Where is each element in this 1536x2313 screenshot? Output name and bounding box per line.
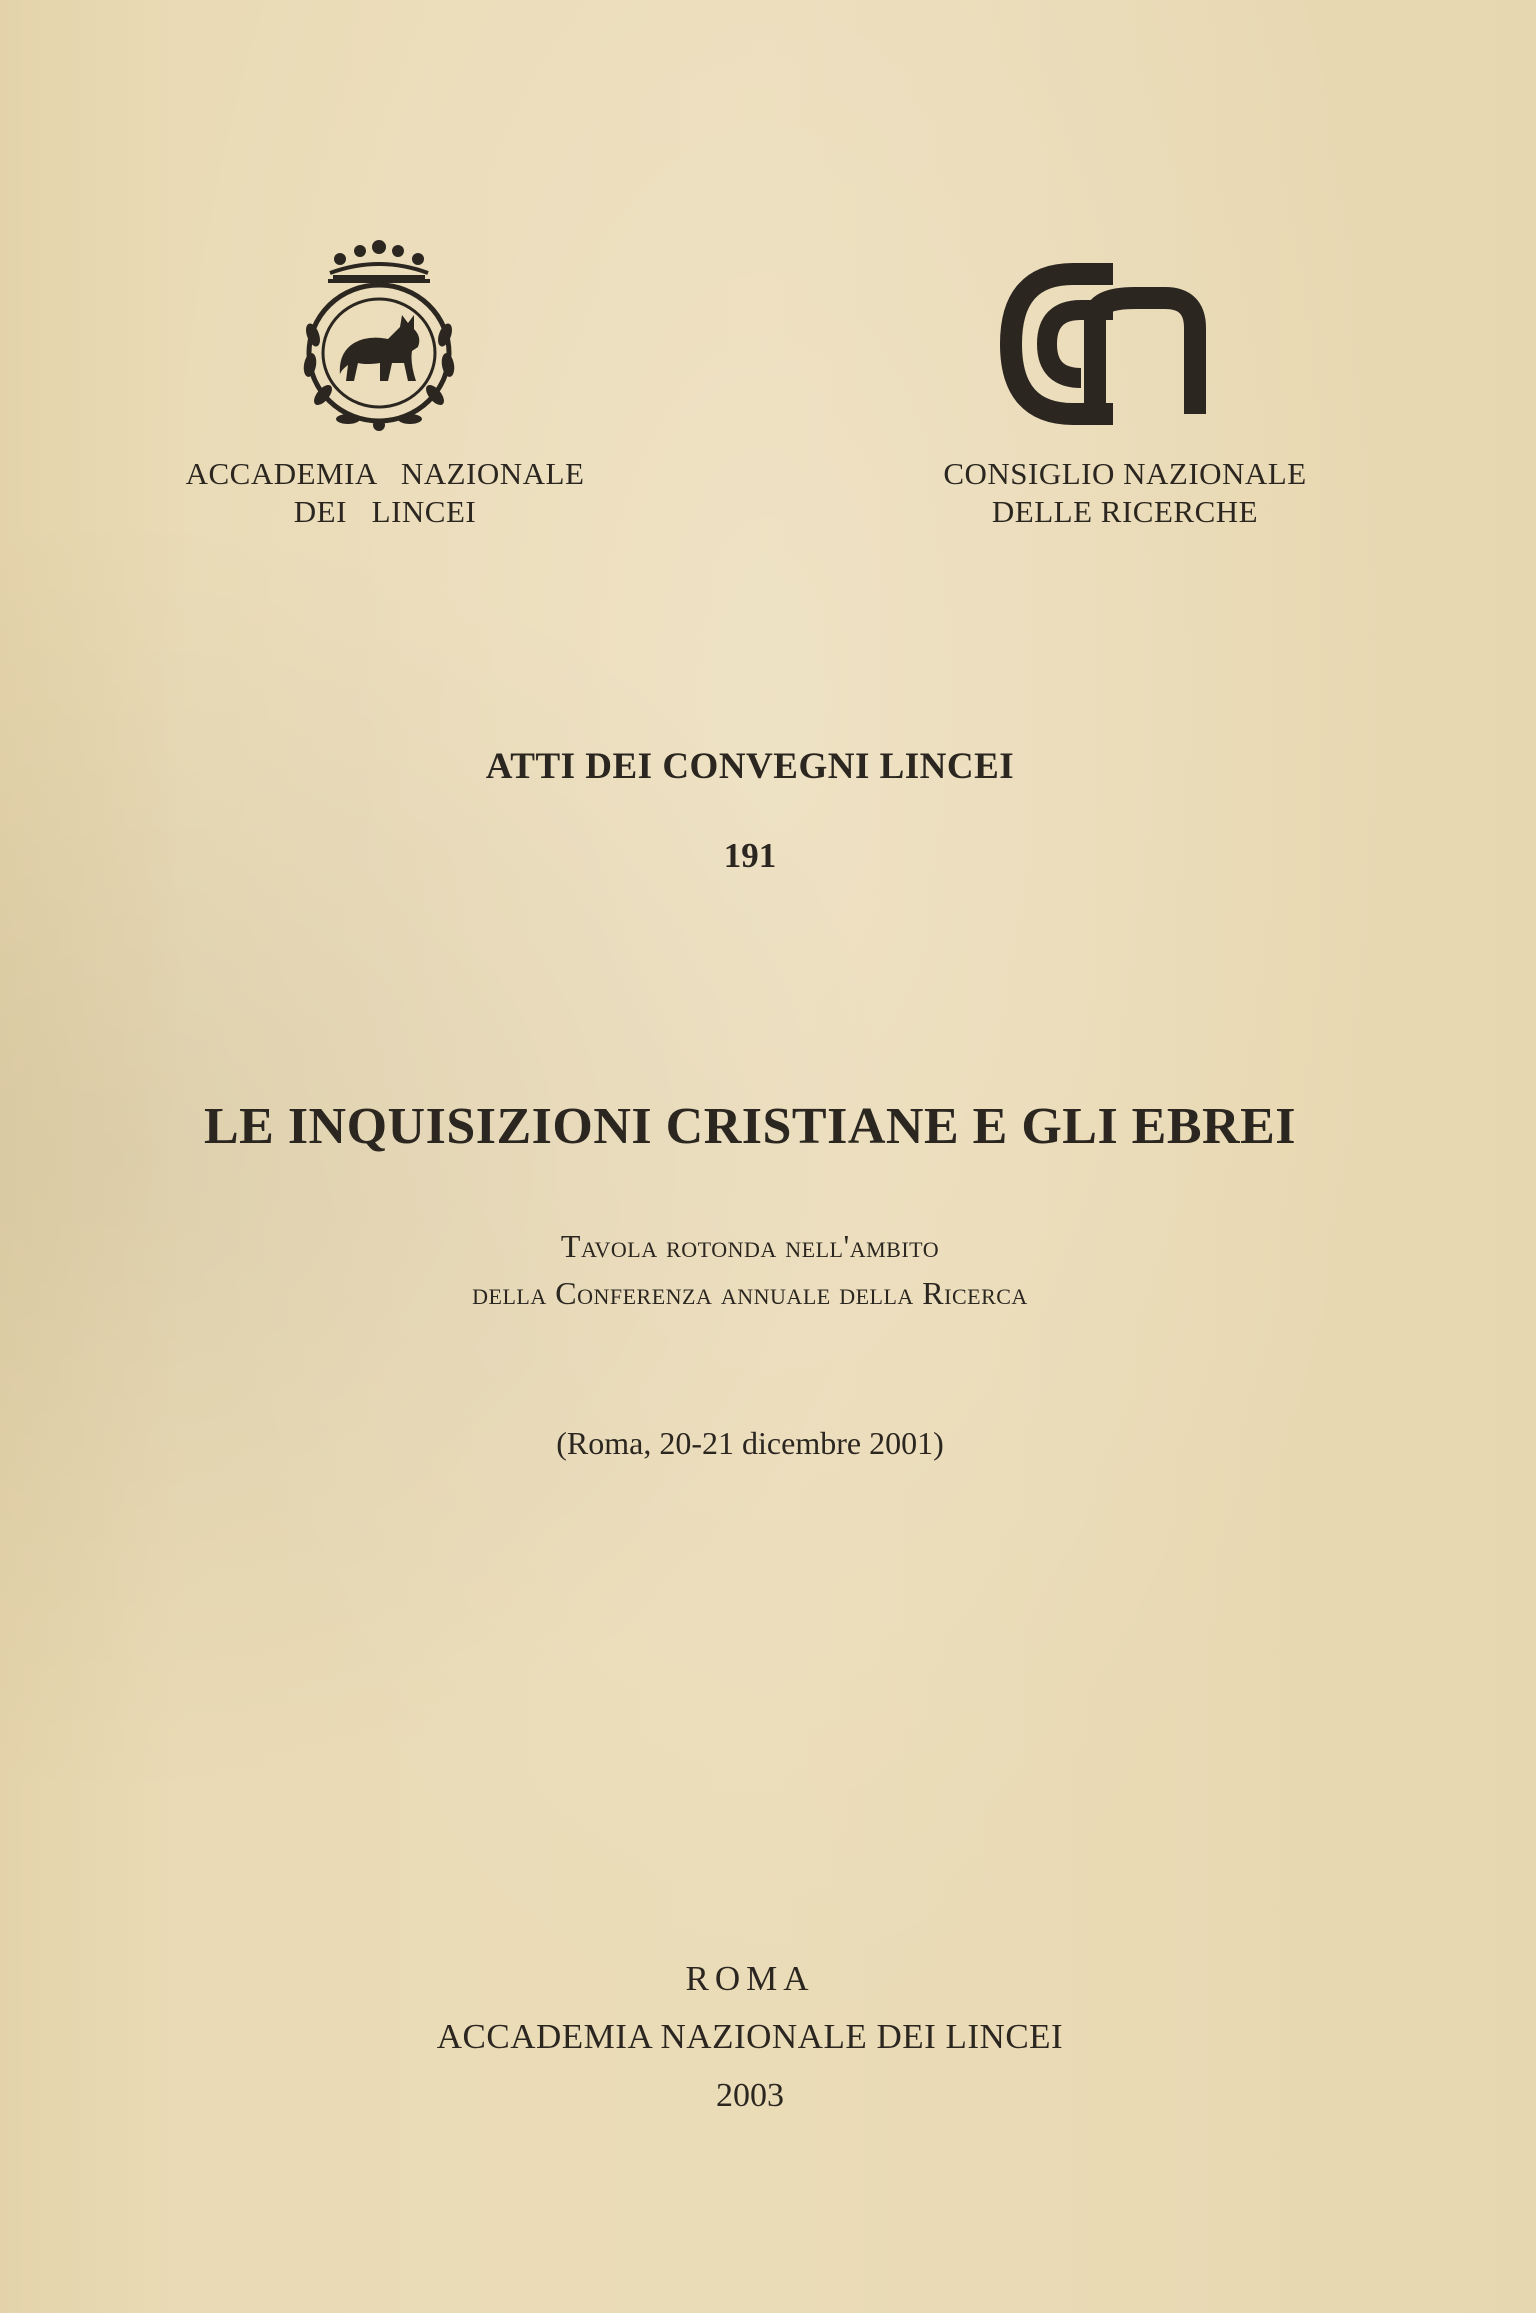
- institution-name-lincei: [160, 455, 610, 531]
- series-number: 191: [723, 836, 777, 875]
- accademia-lincei-lynx-crest-icon: [288, 235, 470, 435]
- book-title: LE INQUISIZIONI CRISTIANE E GLI EBREI: [203, 1098, 1297, 1155]
- series-title: ATTI DEI CONVEGNI LINCEI: [485, 746, 1015, 787]
- institution-name-line: DEI LINCEI: [293, 494, 477, 529]
- institution-name-line: ACCADEMIA NAZIONALE: [185, 456, 585, 491]
- cnr-logo-icon: [995, 258, 1215, 430]
- book-subtitle-line: della Conferenza annuale della Ricerca: [472, 1275, 1028, 1311]
- imprint-city: ROMA: [685, 1959, 815, 1998]
- imprint-year: 2003: [716, 2077, 784, 2114]
- conference-dates: (Roma, 20-21 dicembre 2001): [556, 1425, 944, 1461]
- institution-name-line: CONSIGLIO NAZIONALE: [943, 456, 1307, 491]
- institution-name-line: DELLE RICERCHE: [991, 494, 1259, 529]
- book-subtitle-line: Tavola rotonda nell'ambito: [560, 1228, 940, 1264]
- imprint-publisher: ACCADEMIA NAZIONALE DEI LINCEI: [436, 2017, 1064, 2056]
- institution-name-cnr: [900, 455, 1350, 531]
